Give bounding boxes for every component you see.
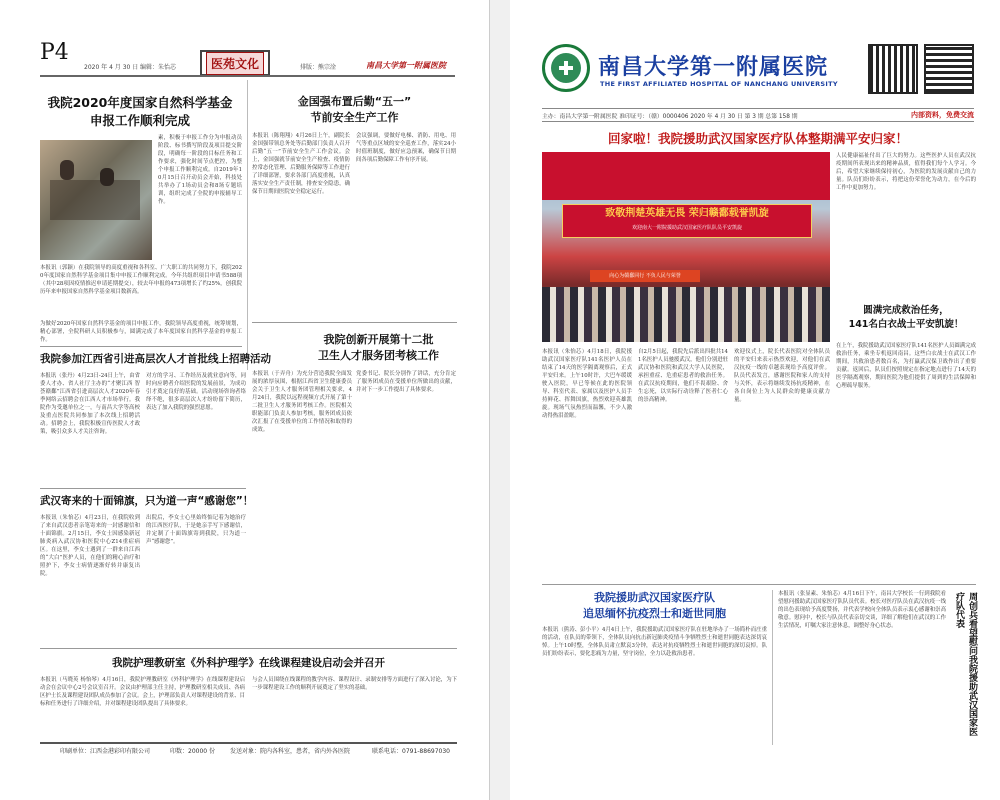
article6-body: 本报讯（马晓英 杨怡琴）4月16日，我院护理教研室《外科护理学》在线课程建设启动会在会议中心2号会议室召开。会议由护理部主任主持，护理教研室相关成员、各病区护士长及课程建设团队成员参加了会议。会上，护理部负责人对课程建设的背景、目标和任务进行了详细介绍，并对课程建设团队提出了具体要求。: [40, 677, 245, 707]
article5-rule: [252, 322, 457, 323]
article4-title: [252, 94, 457, 126]
qr-code-icon: [868, 44, 918, 94]
hospital-logo-icon: [542, 44, 590, 92]
article3-body: 本报讯（朱怡芯）4月23日，在我院收到了来自武汉患者亲笔寄来的一封感谢信和十面锦旗。2月15日，李女士因感染新冠肺炎病入武汉协和医院中心Z14重症病区。在这里，李女士遇到了一群来自江西的“大白”医护人员，在他们的精心治疗和照护下，李女士病情逐渐好转并康复出院。: [40, 515, 140, 577]
article4-title-line2: 节前安全生产工作: [310, 111, 399, 124]
right-article1-body: 本报讯（朱怡芯）4月18日，我院援助武汉国家医疗队141名医护人员在结束了14天的医学隔离观察后，正式平安归来。上午10时许，大巴车缓缓驶入医院，早已等候在此的医院领导、科室代表、家属以及医护人员手持鲜花、挥舞国旗，热烈欢迎英雄凯旋。现场气氛热烈而温馨，不少人激动得热泪盈眶。: [542, 349, 632, 419]
article1-title-line2: 申报工作顺利完成: [89, 113, 190, 128]
article2-rule: [40, 346, 242, 347]
right-article2-title-line1: 我院援助武汉国家医疗队: [594, 591, 715, 604]
gate-arch: [542, 152, 830, 200]
article6-body2: 与会人员围绕在线课程的教学内容、课程设计、录制安排等方面进行了深入讨论，为下一步课程建设工作的顺利开展奠定了坚实的基础。: [252, 677, 457, 691]
right-article3-body: 本报讯（张显素、朱怡芯）4月16日下午，南昌大学校长一行到我院看望慰问援助武汉国家医疗队队员代表。校长对医疗队员在武汉抗疫一线的出色表现给予高度赞扬，并代表学校向全体队员表示衷心感谢和崇高敬意。慰问中，校长与队员代表亲切交谈，详细了解他们在武汉的工作生活情况，叮嘱大家注意休息，调整好身心状态。: [778, 591, 946, 629]
sidebar-box: [836, 298, 976, 338]
article3-title: 武汉寄来的十面锦旗，只为道一声“感谢您”！: [40, 495, 254, 507]
section-tag-text: 医苑文化: [206, 52, 264, 75]
article1-title-line1: 我院2020年度国家自然科学基金: [47, 95, 233, 110]
page-number: P4: [40, 40, 69, 65]
right-mid-rule: [542, 584, 976, 585]
hospital-name-cn: 南昌大学第一附属医院: [598, 54, 829, 80]
qr-code-icon-2: [924, 44, 974, 94]
sidebar-title-line1: 圆满完成救治任务，: [863, 305, 949, 316]
article5-title-line1: 我院创新开展第十二批: [323, 333, 434, 346]
article5-body2: 党委书记、院长分别作了讲话，充分肯定了服务团成员在受援单位所做出的贡献，并对下一步工作提出了具体要求。: [356, 371, 456, 393]
editor: 编辑：朱怡芯: [140, 64, 177, 71]
footer-copies: 印数：20000 份: [170, 748, 215, 755]
right-article1-body2: 自2月5日起，我院先后派出四批共141名医护人员驰援武汉，他们分别进驻武汉协和医院和武汉大学人民医院，承担重症、危重症患者的救治任务。在武汉抗疫期间，他们不畏艰险、舍生忘死，以实际行动诠释了医者仁心的崇高精神。: [638, 349, 728, 403]
info-bar: [542, 108, 974, 122]
article3-rule: [40, 488, 246, 489]
footer-rule: [40, 742, 457, 744]
right-column-rule: [772, 590, 773, 745]
article1-title: [40, 94, 240, 130]
page-gutter: [490, 0, 510, 800]
sidebar-title-line2: 141名白衣战士平安凯旋！: [848, 319, 964, 330]
banner-text-2: 欢迎南大一附院援助武汉国家医疗队队员平安凯旋: [631, 225, 742, 231]
small-banner: 向心为赣鄱同行 不负人民与荣誉: [590, 270, 700, 282]
article2-body-right: 对方的学习、工作经历及就业意向等，同时向应聘者介绍医院的发展前景，为成功引才奠定良好的基础。活动现场咨询者络绎不绝，很多高层次人才纷纷留下简历，表达了加入我院的强烈意愿。: [146, 373, 246, 411]
right-article2-title: [542, 590, 767, 622]
typesetter: 排版：熊宗淦: [300, 64, 337, 71]
right-column-text: 人民健康福祉付出了巨大的努力。这些医护人员在武汉抗疫期间所表现出来的精神品质，值得我们每个人学习。今后，希望大家继续保持初心，为医院的发展贡献自己的力量。队员们纷纷表示，将把这份荣誉化为动力，在今后的工作中更加努力。: [836, 153, 976, 191]
article2-body: 本报讯（张丹）4月23日-24日上午，由省委人才办、省人社厅主办的“才聚江西 智荟赣鄱”江西省引进高层次人才2020年春季网络云招聘会在江西人才市场举行。我院作为受邀单位之一，与南昌大学等高校及重点医院共同参加了本次线上招聘活动。招聘会上，我院积极宣传医院人才政策，吸引众多人才关注咨询。: [40, 373, 140, 435]
footer-printer: 印刷单位：江西金港彩印有限公司: [60, 748, 151, 755]
article1-body-bottom: 为做好2020年国家自然科学基金的项目申报工作，我院领导高度重视，统筹规划，精心部署，全院科研人员积极参与，圆满完成了本年度国家自然科学基金的申报工作。: [40, 321, 242, 343]
article5-title-line2: 卫生人才服务团考核工作: [318, 349, 439, 362]
main-photo: [542, 152, 830, 342]
hospital-name-en: THE FIRST AFFILIATED HOSPITAL OF NANCHANG UNIVERSITY: [600, 80, 838, 88]
footer-phone: 联系电话：0791-88697030: [372, 748, 450, 755]
section-tag: [200, 50, 270, 76]
left-page: [0, 0, 490, 800]
right-article2-title-line2: 追思缅怀抗疫烈士和逝世同胞: [583, 607, 726, 620]
free-label: 内部资料，免费交流: [911, 111, 974, 119]
article1-body-right: 素，积极于申报工作分为申报动员阶段、标书撰写阶段及项目提交阶段，明确每一阶段的目标任务和工作要求，强化时间节点把控，为整个申报工作顺利完成。自2019年10月15日召开动员会开始，科技处共举办了1场动员会和8场专题培训，组织完成了全院的申报辅导工作。: [158, 135, 242, 205]
right-article1-body3: 欢迎仪式上，院长代表医院对全体队员的平安归来表示热烈欢迎，对他们在武汉抗疫一线的卓越表现给予高度评价。队员代表发言，感谢医院和家人的支持与关怀，表示将继续发扬抗疫精神，在各自岗位上为人民群众的健康贡献力量。: [734, 349, 830, 403]
column-rule: [247, 80, 248, 370]
article6-title: 我院护理教研室《外科护理学》在线课程建设启动会并召开: [112, 657, 385, 669]
right-article3-vertical-title: 周创兵看望慰问我院援助武汉国家医疗队代表: [954, 592, 977, 736]
article6-rule: [40, 648, 457, 649]
footer-delivery: 发送对象：院内各科室，患者，省内外各医院: [230, 748, 351, 755]
article4-body: 本报讯（陈翔翔）4月26日上午，副院长金国强带领总务处等后勤部门负责人召开后勤“五一”节前安全生产工作会议。会上，金国强就节前安全生产检查、疫情防控常态化管理、后勤服务保障等工作进行了详细部署，要求各部门高度重视，认真落实安全生产责任制，排查安全隐患，确保节日期间医院安全稳定运行。: [252, 133, 350, 195]
right-article2-body: 本报讯（熊涛、彭小平）4月4日上午，我院援助武汉国家医疗队在驻地举办了一场简朴而庄重的活动，在队员的带领下，全体队员向抗击新冠肺炎疫情斗争牺牲烈士和逝世同胞表达深切哀悼。上午10时整，全体队员肃立默哀3分钟，表达对抗疫牺牲烈士和逝世同胞的深切哀悼。队员们纷纷表示，要化悲痛为力量，坚守岗位，全力以赴救治患者。: [542, 627, 767, 657]
article4-body2: 会议强调，要做好电梯、消防、用电、用气等重点区域的安全巡查工作，落实24小时值班制度，做好应急预案，确保节日期间各项后勤保障工作有序开展。: [356, 133, 456, 163]
banner-text: 致敬荆楚英雄无畏 荣归赣鄱载誉凯旋: [605, 208, 769, 219]
right-page: [510, 0, 1000, 800]
main-headline: 回家啦！我院援助武汉国家医疗队体整期满平安归家！: [607, 131, 908, 146]
banner: [562, 204, 812, 238]
issue-date: 2020 年 4 月 30 日: [84, 64, 139, 71]
info-bar-text: 主办：南昌大学第一附属医院 准印证号：（赣）0000406 2020 年 4 月 30 日 第 3 期 总第 158 期: [542, 113, 798, 120]
header-rule: [40, 75, 455, 77]
article4-title-line1: 金国强布置后勤“五一”: [297, 95, 412, 108]
article2-title: 我院参加江西省引进高层次人才首批线上招聘活动: [40, 353, 271, 365]
article3-body-right: 出院后，李女士心里始终惦记着为她治疗的江西医疗队，于是她亲手写下感谢信，并定制了十面锦旗寄到我院，只为道一声“感谢您”。: [146, 515, 246, 545]
crowd: [542, 287, 830, 342]
sidebar-body: 在上午，我院援助武汉国家医疗队141名医护人员圆满完成救治任务，乘坐专机返回南昌。这些白衣战士在武汉工作期间，共救治患者数百名，为打赢武汉保卫战作出了重要贡献。返回后，队员们按照规定在指定地点进行了14天的医学隔离观察，期间医院为他们提供了周到的生活保障和心理疏导服务。: [836, 343, 976, 389]
article1-caption: 本报讯（郭颖）在我院领导的高度重视和各科室、广大职工的共同努力下，我院2020年度国家自然科学基金项目集中申报工作顺利完成。今年共组织项目申请书588项（其中28项因疫情推迟申请延期提交），较去年申报的473项增长了约25%，创我院历年来申报国家自然科学基金项目数新高。: [40, 265, 242, 295]
article5-body: 本报讯（于弄舟）为充分营造我院全面发展的浓厚氛围，根据江西省卫生健康委员会关于卫生人才服务团管理相关要求，4月24日，我院以远程视频方式开展了第十二批卫生人才服务团考核工作。医院相关职能部门负责人参加考核，服务团成员依次汇报了在受援单位的工作情况和取得的成效。: [252, 371, 352, 433]
masthead-small: 南昌大学第一附属医院: [366, 60, 446, 70]
article1-photo: [40, 140, 152, 260]
